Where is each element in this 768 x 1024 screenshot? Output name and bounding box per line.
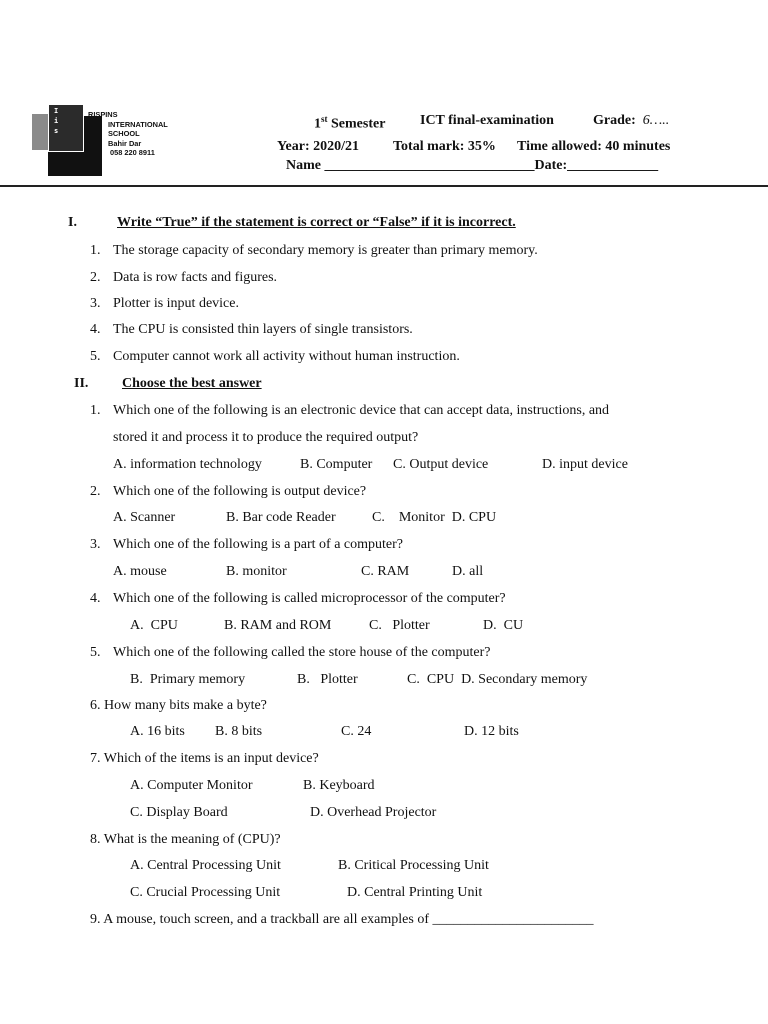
semester-label: 1st Semester — [314, 114, 386, 132]
q8-option-c: C. Crucial Processing Unit — [130, 885, 281, 900]
exam-title: ICT final-examination — [420, 113, 554, 128]
q5-num: 5. — [90, 645, 101, 660]
s1-item-2-num: 2. — [90, 270, 101, 285]
q5-option-cd: C. CPU D. Secondary memory — [407, 672, 588, 687]
q6-option-b: B. 8 bits — [215, 724, 263, 739]
q8-option-a: A. Central Processing Unit — [130, 858, 281, 873]
q7-text: 7. Which of the items is an input device? — [90, 751, 319, 766]
total-mark-label: Total mark: 35% — [393, 139, 496, 154]
q7-option-a: A. Computer Monitor — [130, 778, 253, 793]
q7-option-d: D. Overhead Projector — [310, 805, 437, 820]
q2-option-b: B. Bar code Reader — [226, 510, 336, 525]
grade-label: Grade: 6….. — [593, 113, 670, 128]
q2-option-a: A. Scanner — [113, 510, 176, 525]
section-2-instruction: Choose the best answer — [122, 376, 262, 391]
q1-option-d: D. input device — [542, 457, 628, 472]
s1-item-4-num: 4. — [90, 322, 101, 337]
q3-option-d: D. all — [452, 564, 484, 579]
q3-num: 3. — [90, 537, 101, 552]
q5-option-a: B. Primary memory — [130, 672, 246, 687]
q4-option-c: C. Plotter — [369, 618, 430, 633]
school-logo — [32, 104, 182, 176]
q1-option-b: B. Computer — [300, 457, 373, 472]
q3-option-c: C. RAM — [361, 564, 410, 579]
time-allowed-label: Time allowed: 40 minutes — [517, 139, 671, 154]
q4-num: 4. — [90, 591, 101, 606]
s1-item-5-num: 5. — [90, 349, 101, 364]
q5-text: Which one of the following called the store house of the computer? — [113, 645, 491, 660]
q5-option-b: B. Plotter — [297, 672, 358, 687]
section-2-numeral: II. — [74, 376, 89, 391]
q8-option-b: B. Critical Processing Unit — [338, 858, 489, 873]
q6-option-c: C. 24 — [341, 724, 372, 739]
q2-option-cd: C. Monitor D. CPU — [372, 510, 497, 525]
header-divider — [0, 185, 768, 187]
name-date-line: Name ______________________________Date:_____________ — [286, 158, 659, 173]
s1-item-1-text: The storage capacity of secondary memory is greater than primary memory. — [113, 243, 538, 258]
q1-text-line2: stored it and process it to produce the required output? — [113, 430, 419, 445]
section-1-numeral: I. — [68, 215, 77, 230]
q8-text: 8. What is the meaning of (CPU)? — [90, 832, 281, 847]
q1-option-a: A. information technology — [113, 457, 262, 472]
q4-option-a: A. CPU — [130, 618, 178, 633]
q8-option-d: D. Central Printing Unit — [347, 885, 483, 900]
q6-option-a: A. 16 bits — [130, 724, 185, 739]
q9-text: 9. A mouse, touch screen, and a trackball are all examples of _______________________ — [90, 912, 594, 927]
logo-school-text: RISPINS INTERNATIONAL SCHOOL Bahir Dar 058 220 8911 — [88, 110, 168, 158]
logo-letters: I i s — [54, 107, 59, 135]
q3-option-b: B. monitor — [226, 564, 287, 579]
section-1-instruction: Write “True” if the statement is correct or “False” if it is incorrect. — [117, 215, 516, 230]
s1-item-2-text: Data is row facts and figures. — [113, 270, 278, 285]
q7-option-b: B. Keyboard — [303, 778, 375, 793]
s1-item-5-text: Computer cannot work all activity without human instruction. — [113, 349, 460, 364]
q2-num: 2. — [90, 484, 101, 499]
q4-option-d: D. CU — [483, 618, 524, 633]
s1-item-3-num: 3. — [90, 296, 101, 311]
s1-item-3-text: Plotter is input device. — [113, 296, 239, 311]
q6-text: 6. How many bits make a byte? — [90, 698, 267, 713]
s1-item-1-num: 1. — [90, 243, 101, 258]
q7-option-c: C. Display Board — [130, 805, 228, 820]
q1-text-line1: Which one of the following is an electronic device that can accept data, instructions, and — [113, 403, 610, 418]
s1-item-4-text: The CPU is consisted thin layers of single transistors. — [113, 322, 413, 337]
q4-option-b: B. RAM and ROM — [224, 618, 332, 633]
q3-option-a: A. mouse — [113, 564, 167, 579]
q1-option-c: C. Output device — [393, 457, 489, 472]
q1-num: 1. — [90, 403, 101, 418]
q3-text: Which one of the following is a part of a computer? — [113, 537, 404, 552]
q2-text: Which one of the following is output device? — [113, 484, 367, 499]
q4-text: Which one of the following is called microprocessor of the computer? — [113, 591, 506, 606]
year-label: Year: 2020/21 — [277, 139, 360, 154]
q6-option-d: D. 12 bits — [464, 724, 519, 739]
